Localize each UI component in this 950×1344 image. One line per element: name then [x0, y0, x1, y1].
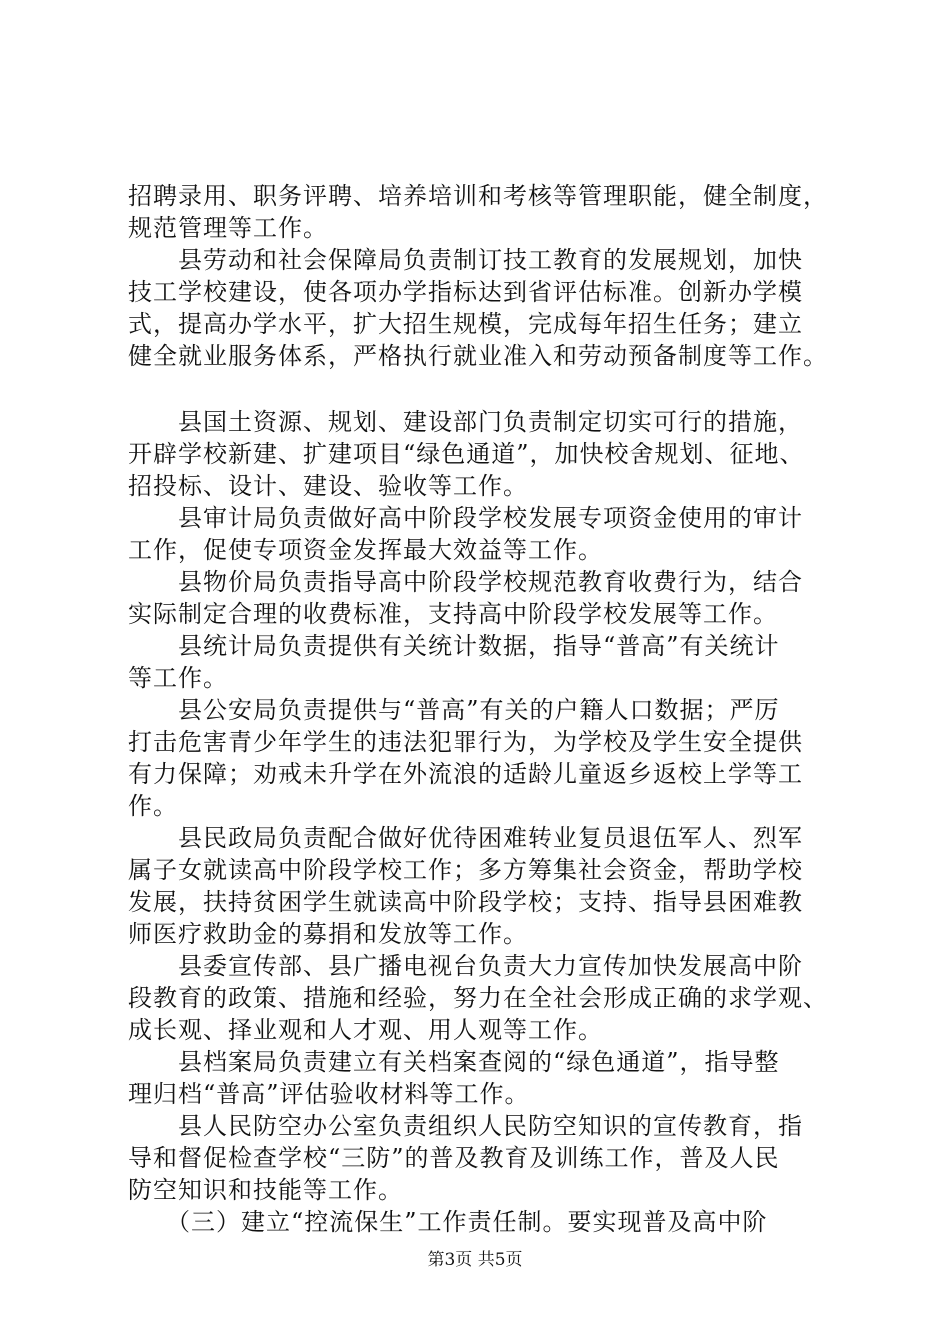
- text-line: 县公安局负责提供与“普高”有关的户籍人口数据；严厉: [128, 696, 780, 724]
- paragraph-gap: [128, 372, 828, 406]
- text-line: 打击危害青少年学生的违法犯罪行为，为学校及学生安全提供: [128, 728, 803, 756]
- text-line: 师医疗救助金的募捐和发放等工作。: [128, 920, 528, 948]
- text-line: 导和督促检查学校“三防”的普及教育及训练工作，普及人民: [128, 1144, 780, 1172]
- text-line: 理归档“普高”评估验收材料等工作。: [128, 1080, 530, 1108]
- text-line: 段教育的政策、措施和经验，努力在全社会形成正确的求学观、: [128, 984, 828, 1012]
- text-line: 成长观、择业观和人才观、用人观等工作。: [128, 1016, 603, 1044]
- page-number: 第3页 共5页: [427, 1250, 523, 1270]
- text-line: 健全就业服务体系，严格执行就业准入和劳动预备制度等工作。: [128, 342, 828, 370]
- text-line: 招投标、设计、建设、验收等工作。: [128, 472, 528, 500]
- text-line: 县物价局负责指导高中阶段学校规范教育收费行为，结合: [128, 568, 803, 596]
- document-body: [128, 180, 828, 1238]
- text-line: 县民政局负责配合做好优待困难转业复员退伍军人、烈军: [128, 824, 803, 852]
- text-line: 等工作。: [128, 664, 228, 692]
- text-line: 招聘录用、职务评聘、培养培训和考核等管理职能，健全制度，: [128, 182, 828, 210]
- text-line: 有力保障；劝戒未升学在外流浪的适龄儿童返乡返校上学等工: [128, 760, 803, 788]
- text-line: 工作，促使专项资金发挥最大效益等工作。: [128, 536, 603, 564]
- text-line: 技工学校建设，使各项办学指标达到省评估标准。创新办学模: [128, 278, 803, 306]
- text-line: 规范管理等工作。: [128, 214, 328, 242]
- text-line: 式，提高办学水平，扩大招生规模，完成每年招生任务；建立: [128, 310, 803, 338]
- text-line: 县委宣传部、县广播电视台负责大力宣传加快发展高中阶: [128, 952, 803, 980]
- text-line: 县国土资源、规划、建设部门负责制定切实可行的措施，: [128, 408, 803, 436]
- text-line: 县审计局负责做好高中阶段学校发展专项资金使用的审计: [128, 504, 803, 532]
- text-line: 县统计局负责提供有关统计数据，指导“普高”有关统计: [128, 632, 780, 660]
- text-line: 县档案局负责建立有关档案查阅的“绿色通道”，指导整: [128, 1048, 780, 1076]
- text-line: 发展，扶持贫困学生就读高中阶段学校；支持、指导县困难教: [128, 888, 803, 916]
- text-line: 实际制定合理的收费标准，支持高中阶段学校发展等工作。: [128, 600, 778, 628]
- text-line: （三）建立“控流保生”工作责任制。要实现普及高中阶: [128, 1208, 768, 1236]
- text-line: 作。: [128, 792, 178, 820]
- text-line: 县人民防空办公室负责组织人民防空知识的宣传教育，指: [128, 1112, 803, 1140]
- text-line: 县劳动和社会保障局负责制订技工教育的发展规划，加快: [128, 246, 803, 274]
- text-line: 属子女就读高中阶段学校工作；多方筹集社会资金，帮助学校: [128, 856, 803, 884]
- text-line: 开辟学校新建、扩建项目“绿色通道”，加快校舍规划、征地、: [128, 440, 805, 468]
- text-line: 防空知识和技能等工作。: [128, 1176, 403, 1204]
